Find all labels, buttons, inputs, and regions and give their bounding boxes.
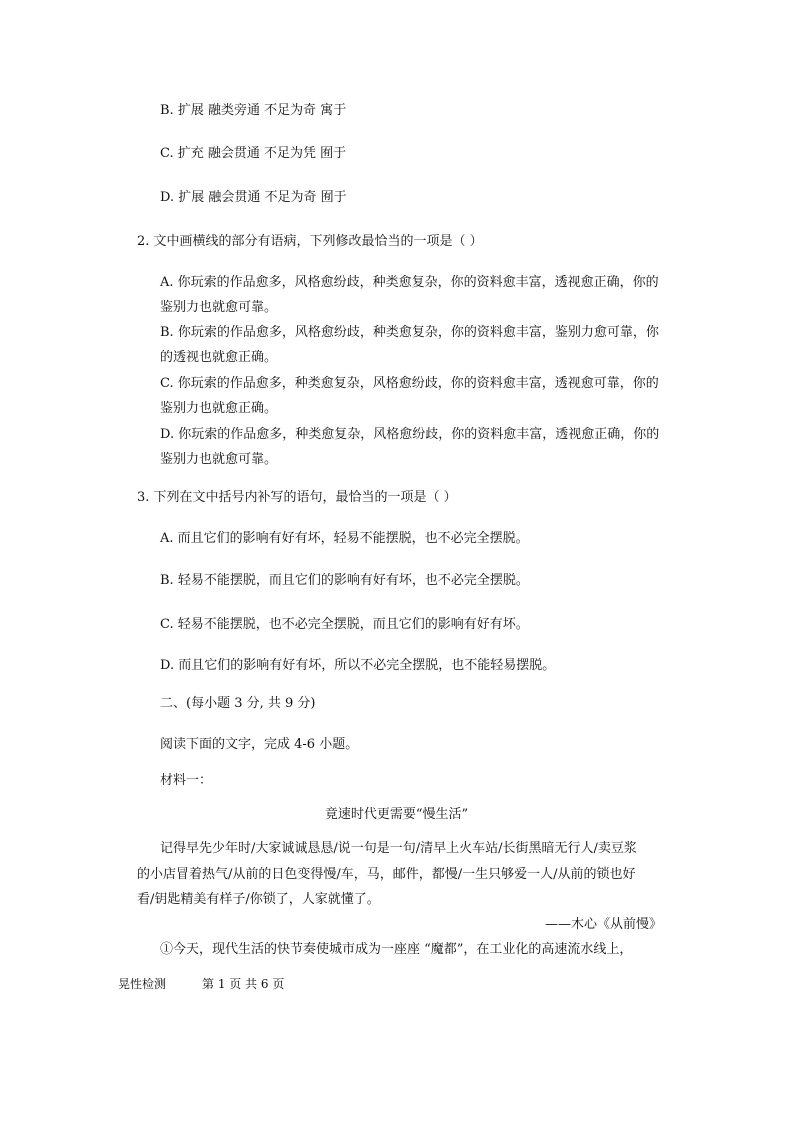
q1-option-c: C. 扩充 融会贯通 不足为凭 囿于 — [160, 146, 347, 161]
article-title: 竟速时代更需要“慢生活” — [324, 807, 469, 822]
q2-option-d-line1: D. 你玩索的作品愈多，种类愈复杂，风格愈纷歧，你的资料愈丰富，透视愈正确，你的 — [160, 427, 660, 442]
q3-option-c: C. 轻易不能摆脱，也不必完全摆脱，而且它们的影响有好有坏。 — [160, 617, 529, 632]
footer-page-number: 第 1 页 共 6 页 — [202, 977, 285, 991]
q1-option-b: B. 扩展 融类旁通 不足为奇 寓于 — [160, 103, 347, 118]
article-paragraph-1: ①今天，现代生活的快节奏使城市成为一座座 “魔都”，在工业化的高速流水线上， — [160, 942, 633, 957]
poem-line-2: 的小店冒着热气/从前的日色变得慢/车，马，邮件，都慢/一生只够爱一人/从前的锁也好 — [137, 867, 636, 882]
poem-line-1: 记得早先少年时/大家诚诚恳恳/说一句是一句/清早上火车站/长街黑暗无行人/卖豆浆 — [160, 841, 637, 856]
footer-label: 晃性检测 — [118, 977, 167, 991]
q1-option-d: D. 扩展 融会贯通 不足为奇 囿于 — [160, 190, 347, 205]
reading-instruction: 阅读下面的文字，完成 4-6 小题。 — [160, 737, 359, 752]
q3-option-d: D. 而且它们的影响有好有坏，所以不必完全摆脱，也不能轻易摆脱。 — [160, 658, 556, 673]
section-heading: 二、(每小题 3 分, 共 9 分) — [160, 696, 316, 711]
material-label: 材料一： — [160, 773, 213, 788]
q2-option-a-line2: 鉴别力也就愈可靠。 — [160, 300, 278, 315]
q3-stem: 3. 下列在文中括号内补写的语句，最恰当的一项是（ ） — [137, 490, 457, 505]
q2-option-b-line2: 的透视也就愈正确。 — [160, 350, 278, 365]
q2-option-c-line2: 鉴别力也就愈正确。 — [160, 401, 278, 416]
q2-stem: 2. 文中画横线的部分有语病，下列修改最恰当的一项是（ ） — [137, 234, 483, 249]
poem-attribution: ——木心《从前慢》 — [544, 917, 662, 932]
q2-option-c-line1: C. 你玩索的作品愈多，种类愈复杂，风格愈纷歧，你的资料愈丰富，透视愈可靠，你的 — [160, 376, 659, 391]
q2-option-a-line1: A. 你玩索的作品愈多，风格愈纷歧，种类愈复杂，你的资料愈丰富，透视愈正确，你的 — [160, 275, 659, 290]
q2-option-d-line2: 鉴别力也就愈可靠。 — [160, 452, 278, 467]
q3-option-b: B. 轻易不能摆脱，而且它们的影响有好有坏，也不必完全摆脱。 — [160, 573, 529, 588]
q3-option-a: A. 而且它们的影响有好有坏，轻易不能摆脱，也不必完全摆脱。 — [160, 531, 529, 546]
q2-option-b-line1: B. 你玩索的作品愈多，风格愈纷歧，种类愈复杂，你的资料愈丰富，鉴别力愈可靠，你 — [160, 325, 659, 340]
poem-line-3: 看/钥匙精美有样子/你锁了，人家就懂了。 — [137, 892, 380, 907]
